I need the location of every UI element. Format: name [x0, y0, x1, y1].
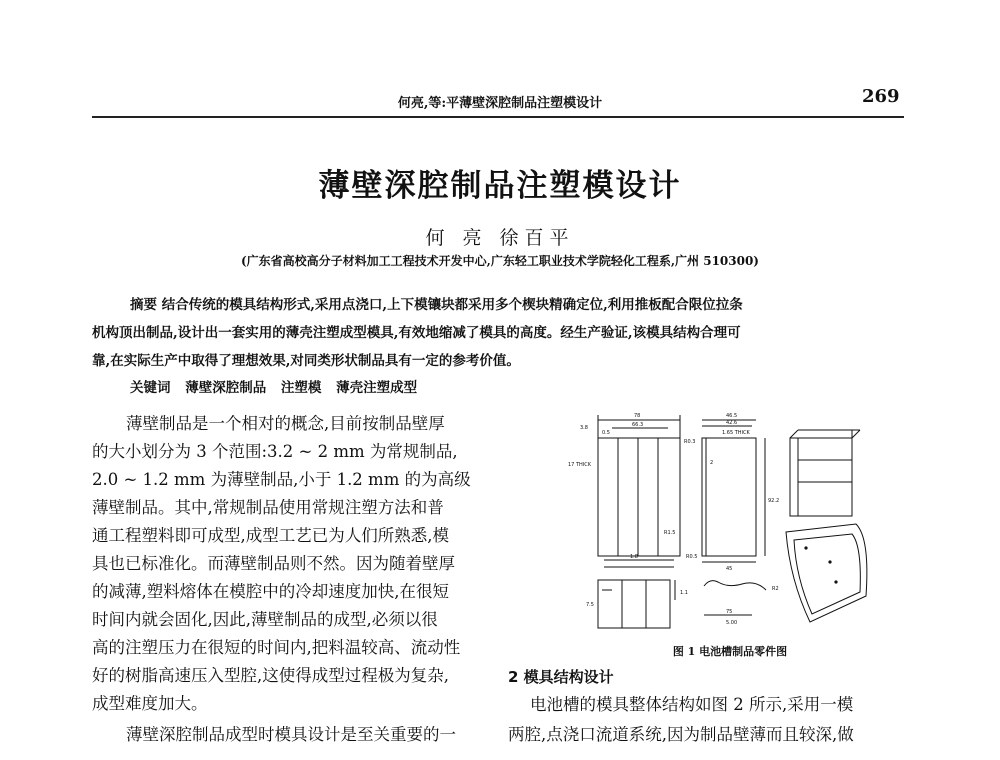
dim-label: 17 THICK — [568, 462, 592, 468]
body-line: 薄壁制品。其中,常规制品使用常规注塑方法和普 — [92, 498, 444, 517]
dim-label: 42.6 — [726, 420, 738, 426]
dim-label: 1.1 — [680, 590, 688, 596]
figure-part-drawing — [540, 410, 880, 635]
abstract-line: 机构顶出制品,设计出一套实用的薄壳注塑成型模具,有效地缩减了模具的高度。经生产验证,该模具结构合理可 — [92, 325, 741, 341]
keywords-label: 关键词 — [130, 380, 171, 396]
dim-label: 46.5 — [726, 413, 738, 419]
dim-label: 78 — [634, 413, 641, 419]
dim-label: 66.3 — [632, 422, 644, 428]
body-line: 好的树脂高速压入型腔,这使得成型过程极为复杂, — [92, 666, 449, 685]
dim-label: R0.5 — [686, 554, 698, 560]
running-head: 何亮,等:平薄壁深腔制品注塑模设计 — [397, 96, 603, 111]
dim-label: 5.00 — [726, 620, 738, 626]
header-rule — [92, 116, 904, 118]
body-line: 具也已标准化。而薄壁制品则不然。因为随着壁厚 — [92, 554, 455, 573]
paper-title: 薄壁深腔制品注塑模设计 — [318, 168, 682, 204]
dim-label: 0.5 — [602, 430, 610, 436]
keyword: 注塑模 — [280, 380, 322, 396]
dim-label: 7.5 — [586, 602, 594, 608]
dim-label: 2 — [710, 460, 714, 466]
body-line: 高的注塑压力在很短的时间内,把料温较高、流动性 — [92, 638, 461, 657]
body-line: 成型难度加大。 — [92, 694, 208, 713]
keyword: 薄壁深腔制品 — [185, 380, 267, 396]
dim-label: R1.5 — [664, 530, 676, 536]
body-line: 通工程塑料即可成型,成型工艺已为人们所熟悉,模 — [92, 526, 449, 545]
body-line: 2.0 ~ 1.2 mm 为薄壁制品,小于 1.2 mm 的为高级 — [92, 470, 471, 489]
body-line: 薄壁深腔制品成型时模具设计是至关重要的一 — [126, 725, 456, 744]
dim-label: 1.65 THICK — [722, 430, 750, 436]
body-line: 薄壁制品是一个相对的概念,目前按制品壁厚 — [126, 414, 445, 433]
body-line: 的大小划分为 3 个范围:3.2 ~ 2 mm 为常规制品, — [92, 442, 458, 461]
dim-label: 92.2 — [768, 498, 780, 504]
figure-caption: 图 1 电池槽制品零件图 — [672, 645, 788, 658]
body-line: 两腔,点浇口流道系统,因为制品壁薄而且较深,做 — [508, 725, 854, 744]
body-line: 时间内就会固化,因此,薄壁制品的成型,必须以很 — [92, 610, 438, 629]
section-heading: 2 模具结构设计 — [508, 668, 614, 686]
affiliation: (广东省高校高分子材料加工工程技术开发中心,广东轻工职业技术学院轻化工程系,广州 510300) — [241, 254, 759, 268]
dim-label: 1.8 — [630, 554, 638, 560]
body-line: 的减薄,塑料熔体在模腔中的冷却速度加快,在很短 — [92, 582, 449, 601]
dim-label: R0.3 — [684, 439, 696, 445]
authors: 何 亮 徐百平 — [425, 227, 575, 249]
keywords — [130, 376, 427, 396]
dim-label: 45 — [726, 566, 733, 572]
abstract-line: 靠,在实际生产中取得了理想效果,对同类形状制品具有一定的参考价值。 — [92, 353, 520, 369]
page-number: 269 — [862, 86, 900, 107]
dim-label: R2 — [772, 586, 779, 592]
body-line: 电池槽的模具整体结构如图 2 所示,采用一模 — [530, 695, 854, 714]
abstract-line: 摘要 结合传统的模具结构形式,采用点浇口,上下模镶块都采用多个楔块精确定位,利用推板配合限位拉条 — [130, 297, 743, 313]
dim-label: 75 — [726, 609, 733, 615]
dim-label: 3.8 — [580, 425, 588, 431]
keyword: 薄壳注塑成型 — [336, 380, 418, 396]
